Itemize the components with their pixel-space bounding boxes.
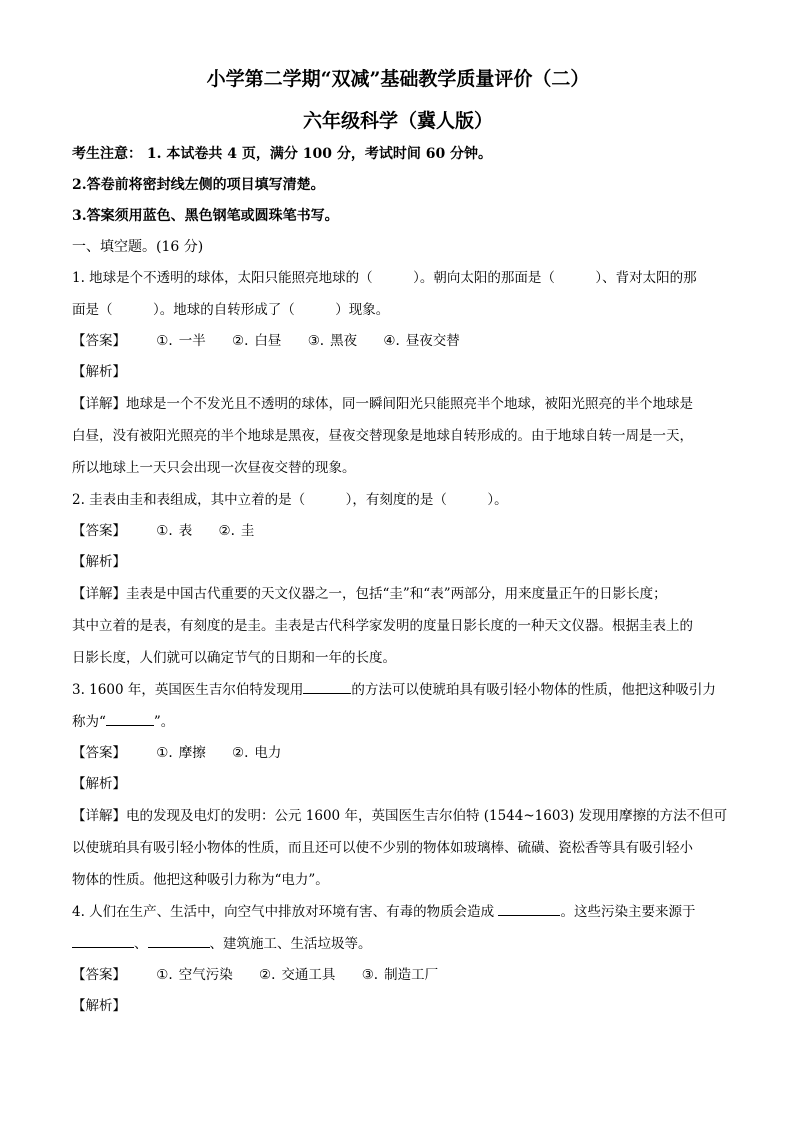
answer-tag: 【答案】 bbox=[72, 333, 126, 349]
answer-text: 空气污染 bbox=[178, 967, 233, 983]
fill-blank bbox=[72, 931, 134, 948]
detail-explanation bbox=[72, 800, 728, 896]
detail-line: 【详解】圭表是中国古代重要的天文仪器之一，包括“圭”和“表”两部分，用来度量正午的日影长度； bbox=[72, 586, 667, 602]
answer-number: ②. bbox=[218, 523, 235, 539]
question-text-part: 3. 1600 年，英国医生吉尔伯特发现用 bbox=[72, 682, 304, 698]
answer-number: ②. bbox=[232, 745, 249, 761]
answer-text: 一半 bbox=[178, 333, 206, 349]
answer-number: ③. bbox=[361, 967, 379, 983]
answer-text: 制造工厂 bbox=[384, 967, 439, 983]
answer-number: ①. bbox=[156, 967, 173, 983]
fill-blank bbox=[303, 677, 351, 694]
answer-text: 电力 bbox=[254, 745, 282, 761]
detail-line: 【详解】电的发现及电灯的发明：公元 1600 年，英国医生吉尔伯特 (1544~1603) 发现用摩擦的方法不但可 bbox=[72, 808, 728, 824]
question-text: 1. 地球是个不透明的球体，太阳只能照亮地球的（ ）。朝向太阳的那面是（ ）、背对太阳的那 bbox=[72, 270, 697, 286]
answer-number: ③. bbox=[307, 333, 325, 349]
question-text bbox=[72, 928, 724, 960]
detail-explanation bbox=[72, 388, 724, 484]
answer-text: 白昼 bbox=[254, 333, 282, 349]
answer-tag: 【答案】 bbox=[72, 745, 126, 761]
answer-row bbox=[72, 516, 724, 547]
question-text-part: 。这些污染主要来源于 bbox=[560, 904, 696, 920]
answer-number: ①. bbox=[156, 523, 173, 539]
detail-line: 【详解】地球是一个不发光且不透明的球体，同一瞬间阳光只能照亮半个地球，被阳光照亮的半个地球是 bbox=[72, 396, 693, 412]
section-heading: 一、填空题。(16 分) bbox=[72, 239, 204, 255]
detail-line: 白昼，没有被阳光照亮的半个地球是黑夜，昼夜交替现象是地球自转形成的。由于地球自转一周是一天， bbox=[72, 428, 693, 444]
answer-number: ④. bbox=[383, 333, 400, 349]
answer-number: ②. bbox=[232, 333, 249, 349]
fill-blank bbox=[106, 709, 154, 726]
analysis-tag: 【解析】 bbox=[72, 554, 126, 570]
analysis-tag: 【解析】 bbox=[72, 776, 126, 792]
question-text: 2. 圭表由圭和表组成，其中立着的是（ ），有刻度的是（ ）。 bbox=[72, 492, 508, 508]
exam-notice bbox=[72, 139, 724, 232]
notice-line: 考生注意： 1. 本试卷共 4 页，满分 100 分，考试时间 60 分钟。 bbox=[72, 146, 493, 162]
detail-line: 以使琥珀具有吸引轻小物体的性质，而且还可以使不少别的物体如玻璃棒、硫磺、瓷松香等具有吸引轻小 bbox=[72, 840, 693, 856]
question-4 bbox=[72, 896, 724, 960]
answer-number: ①. bbox=[156, 333, 173, 349]
question-text-part: 、建筑施工、生活垃圾等。 bbox=[209, 936, 372, 952]
question-text: 面是（ ）。地球的自转形成了（ ）现象。 bbox=[72, 302, 390, 318]
answer-number: ①. bbox=[156, 745, 173, 761]
question-text-part: 、 bbox=[134, 936, 148, 952]
fill-blank bbox=[498, 899, 560, 916]
detail-line: 日影长度，人们就可以确定节气的日期和一年的长度。 bbox=[72, 650, 396, 666]
question-text-part: ”。 bbox=[153, 714, 175, 730]
page-title: 小学第二学期“双减”基础教学质量评价（二） bbox=[206, 68, 590, 90]
answer-number: ②. bbox=[259, 967, 276, 983]
question-text bbox=[72, 896, 724, 928]
question-1 bbox=[72, 262, 724, 326]
question-text bbox=[72, 674, 724, 706]
detail-line: 物体的性质。他把这种吸引力称为“电力”。 bbox=[72, 872, 329, 888]
page-subtitle: 六年级科学（冀人版） bbox=[302, 110, 493, 132]
answer-tag: 【答案】 bbox=[72, 523, 126, 539]
answer-text: 表 bbox=[178, 523, 193, 539]
analysis-tag: 【解析】 bbox=[72, 998, 126, 1014]
answer-row bbox=[72, 738, 724, 769]
detail-line: 其中立着的是表，有刻度的是圭。圭表是古代科学家发明的度量日影长度的一种天文仪器。根据圭表上的 bbox=[72, 618, 693, 634]
answer-text: 昼夜交替 bbox=[405, 333, 460, 349]
detail-line: 所以地球上一天只会出现一次昼夜交替的现象。 bbox=[72, 460, 356, 476]
answer-row bbox=[72, 326, 724, 357]
question-text bbox=[72, 706, 724, 738]
analysis-tag: 【解析】 bbox=[72, 364, 126, 380]
question-2 bbox=[72, 484, 724, 516]
question-text-part: 称为“ bbox=[72, 714, 106, 730]
answer-tag: 【答案】 bbox=[72, 967, 126, 983]
question-text-part: 4. 人们在生产、生活中，向空气中排放对环境有害、有毒的物质会造成 bbox=[72, 904, 495, 920]
question-text-part: 的方法可以使琥珀具有吸引轻小物体的性质，他把这种吸引力 bbox=[351, 682, 716, 698]
answer-row bbox=[72, 960, 724, 991]
answer-text: 黑夜 bbox=[330, 333, 358, 349]
detail-explanation bbox=[72, 578, 724, 674]
fill-blank bbox=[148, 931, 210, 948]
notice-line: 2.答卷前将密封线左侧的项目填写清楚。 bbox=[72, 177, 325, 193]
answer-text: 摩擦 bbox=[178, 745, 206, 761]
notice-line: 3.答案须用蓝色、黑色钢笔或圆珠笔书写。 bbox=[72, 208, 339, 224]
answer-text: 圭 bbox=[240, 523, 255, 539]
answer-text: 交通工具 bbox=[281, 967, 336, 983]
question-3 bbox=[72, 674, 724, 738]
